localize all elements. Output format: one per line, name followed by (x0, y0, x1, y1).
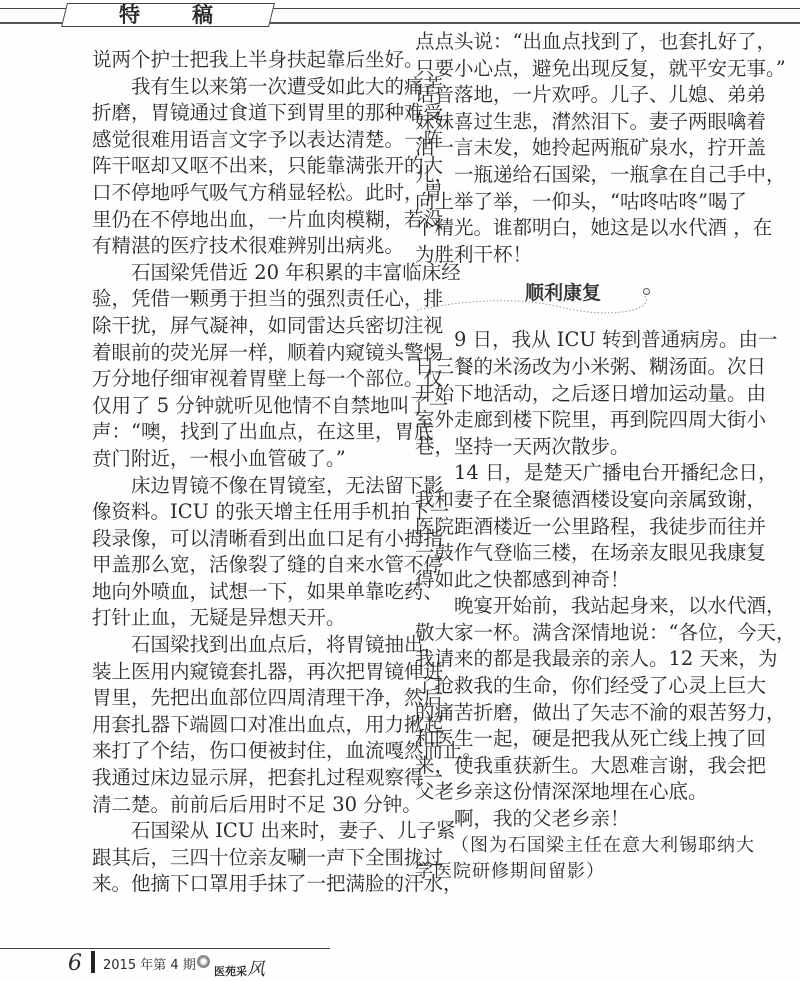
text-line: 儿，一瓶递给石国梁，一瓶拿在自己手中， (415, 162, 786, 186)
text-line: 感觉很难用语言文字予以表达清楚。一阵 (92, 127, 444, 151)
text-line: 妹妹喜过生悲，潸然泪下。妻子两眼噙着 (415, 109, 767, 133)
text-line: 为胜利干杯！ (415, 242, 533, 266)
text-line: 口不停地呼气吸气方稍显轻松。此时，胃 (92, 180, 444, 204)
right-column-before (415, 29, 786, 268)
text-line: 仅用了 5 分钟就听见他情不自禁地叫了一 (92, 393, 449, 417)
text-line: 我通过床边显示屏，把套扎过程观察得一 (92, 766, 444, 790)
text-line: 和医生一起，硬是把我从死亡线上拽了回 (415, 727, 767, 751)
paragraph (415, 29, 786, 268)
text-line: 得如此之快都感到神奇！ (415, 567, 630, 591)
right-column (415, 29, 796, 886)
magazine-name (214, 955, 265, 981)
text-line: 里仍在不停地出血，一片血肉模糊，若没 (92, 207, 444, 231)
section-title: 顺利康复 (525, 282, 602, 305)
paragraph (92, 47, 424, 74)
text-line: 医院距酒楼近一公里路程，我徒步而往并 (415, 514, 767, 538)
paragraph (92, 260, 461, 473)
text-line: 了抢救我的生命，你们经受了心灵上巨大 (415, 674, 767, 698)
caption-line: （图为石国梁主任在意大利锡耶纳大 (451, 834, 755, 856)
photo-caption (415, 833, 755, 886)
page-number: 6 (68, 951, 82, 976)
text-line: 来。他摘下口罩用手抹了一把满脸的汗水， (92, 872, 463, 896)
text-line: 个精光。谁都明白，她这是以水代酒 ，在 (415, 216, 773, 240)
text-line: 除干扰，屏气凝神，如同雷达兵密切注视 (92, 313, 444, 337)
page-footer (0, 945, 800, 980)
text-line: 点点头说：“出血点找到了，也套扎好了， (415, 30, 776, 53)
text-line: 向上举了举，一仰头，“咕咚咕咚”喝了 (415, 189, 747, 213)
issue-label: 2015 年第 4 期 (103, 958, 196, 973)
text-line: 的痛苦折磨，做出了矢志不渝的艰苦努力， (415, 700, 786, 724)
paragraph (415, 327, 778, 460)
text-line: 折磨，胃镜通过食道下到胃里的那种难受 (92, 101, 444, 125)
paragraph (92, 632, 483, 818)
paragraph (415, 806, 711, 833)
paragraph (92, 473, 450, 633)
caption-line: 学医院研修期间留影） (415, 861, 605, 883)
text-line: 有精湛的医疗技术很难辨别出病兆。 (92, 234, 405, 258)
text-line: 着眼前的荧光屏一样，顺着内窥镜头警惕 (92, 340, 444, 364)
text-line: 石国梁从 ICU 出来时，妻子、儿子紧 (131, 819, 456, 843)
text-line: 话音落地，一片欢呼。儿子、儿媳、弟弟 (415, 83, 767, 107)
paragraph (415, 593, 796, 806)
text-line: 父老乡亲这份情深深地埋在心底。 (415, 780, 708, 804)
text-line: 敬大家一杯。满含深情地说：“各位，今天， (415, 620, 796, 644)
text-line: 啊，我的父老乡亲！ (454, 807, 630, 831)
text-line: 万分地仔细审视着胃壁上每一个部位。仅 (92, 367, 444, 391)
magazine-name-script: 风 (247, 959, 265, 980)
text-line: 声：“噢，找到了出血点，在这里，胃底 (92, 420, 434, 444)
text-line: 泪一言未发，她拎起两瓶矿泉水，拧开盖 (415, 136, 767, 160)
text-line: 贲门附近，一根小血管破了。” (92, 446, 346, 470)
paragraph (92, 74, 444, 260)
text-line: 一鼓作气登临三楼，在场亲友眼见我康复 (415, 541, 767, 565)
text-line: 胃里，先把出血部位四周清理干净，然后 (92, 686, 444, 710)
text-line: 只要小心点，避免出现反复，就平安无事。” (415, 56, 786, 80)
right-column-after (415, 327, 796, 832)
section-label (64, 2, 270, 26)
text-line: 开始下地活动，之后逐日增加运动量。由 (415, 381, 767, 405)
text-line: 9 日，我从 ICU 转到普通病房。由一 (454, 328, 778, 352)
text-line: 地向外喷血，试想一下，如果单靠吃药、 (92, 579, 444, 603)
page-header (0, 0, 800, 30)
text-line: 段录像，可以清晰看到出血口足有小拇指 (92, 526, 444, 550)
section-label-char: 特 (119, 2, 142, 27)
text-line: 日三餐的米汤改为小米粥、糊汤面。次日 (415, 354, 767, 378)
magazine-name-text: 医苑采 (214, 965, 247, 978)
text-line: 清二楚。前前后后用时不足 30 分钟。 (92, 792, 422, 816)
text-line: 用套扎器下端圆口对准出血点，用力揪起 (92, 712, 444, 736)
text-line: 打针止血，无疑是异想天开。 (92, 606, 346, 630)
text-line: 来，使我重获新生。大恩难言谢，我会把 (415, 753, 767, 777)
footer-divider (91, 951, 95, 973)
paragraph (92, 818, 463, 898)
text-line: 甲盖那么宽，活像裂了缝的自来水管不停 (92, 553, 444, 577)
text-line: 14 日，是楚天广播电台开播纪念日， (454, 461, 778, 485)
text-line: 像资料。ICU 的张天增主任用手机拍下一 (92, 500, 450, 524)
text-line: 我和妻子在全聚德酒楼设宴向亲属致谢， (415, 487, 767, 511)
text-line: 床边胃镜不像在胃镜室，无法留下影 (131, 473, 444, 497)
text-line: 我有生以来第一次遭受如此大的痛苦 (131, 74, 444, 98)
text-line: 晚宴开始前，我站起身来，以水代酒， (454, 594, 786, 618)
text-line: 装上医用内窥镜套扎器，再次把胃镜伸进 (92, 659, 444, 683)
paragraph (415, 460, 778, 593)
text-line: 室外走廊到楼下院里，再到院四周大街小 (415, 408, 767, 432)
section-label-char: 稿 (192, 2, 215, 27)
text-line: 巷，坚持一天两次散步。 (415, 434, 630, 458)
footer-rule (0, 948, 330, 949)
text-line: 阵干呕却又呕不出来，只能靠满张开的大 (92, 154, 444, 178)
text-line: 说两个护士把我上半身扶起靠后坐好。 (92, 48, 424, 71)
text-line: 石国梁找到出血点后，将胃镜抽出， (131, 633, 444, 657)
section-heading (415, 276, 711, 321)
magazine-logo-icon (197, 955, 210, 968)
text-line: 跟其后，三四十位亲友唰一声下全围拢过 (92, 845, 444, 869)
text-line: 石国梁凭借近 20 年积累的丰富临床经 (131, 260, 461, 284)
text-line: 验，凭借一颗勇于担当的强烈责任心，排 (92, 287, 444, 311)
text-line: 我请来的都是我最亲的亲人。12 天来，为 (415, 647, 778, 671)
text-line: 来打了个结，伤口便被封住，血流嘎然而止。 (92, 739, 483, 763)
